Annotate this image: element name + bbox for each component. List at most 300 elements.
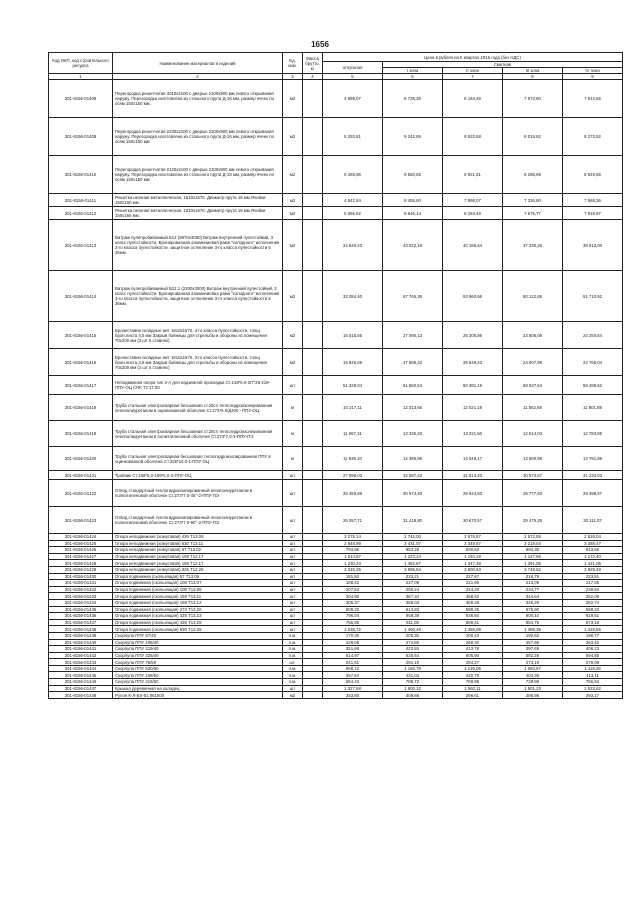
row-price-release: 357,64 bbox=[323, 672, 383, 679]
row-price-zone3: 213,05 bbox=[503, 580, 563, 587]
row-unit: п.м. bbox=[283, 639, 303, 646]
row-code: 301-8156-01414 bbox=[49, 271, 113, 322]
row-mass bbox=[303, 646, 323, 653]
row-mass bbox=[303, 659, 323, 666]
row-price-zone4: 352,08 bbox=[563, 593, 623, 600]
column-number: 1 bbox=[49, 74, 113, 80]
row-price-zone4: 873,18 bbox=[563, 619, 623, 626]
row-price-zone3: 854,75 bbox=[503, 619, 563, 626]
row-name: Решетка оконная металлическая, 1810х1670. Диаметр прута 16 мм.Ячейки 150х150 мм. bbox=[113, 207, 283, 220]
header-mass: Масса брутто, кг bbox=[303, 53, 323, 74]
table-row bbox=[49, 586, 623, 593]
table-row bbox=[49, 376, 623, 395]
row-price-zone3: 30 573,57 bbox=[503, 471, 563, 480]
row-price-zone1: 13 335,32 bbox=[383, 421, 443, 447]
row-code: 301-8156-01409 bbox=[49, 118, 113, 156]
row-price-zone3: 404,39 bbox=[503, 672, 563, 679]
row-unit: м2 bbox=[283, 322, 303, 349]
row-price-zone1: 9 242,65 bbox=[383, 118, 443, 156]
row-price-zone2: 1 447,48 bbox=[443, 560, 503, 567]
row-unit: п.м. bbox=[283, 632, 303, 639]
table-row bbox=[49, 507, 623, 534]
row-mass bbox=[303, 672, 323, 679]
row-unit: м bbox=[283, 395, 303, 421]
row-unit: шт bbox=[283, 580, 303, 587]
row-mass bbox=[303, 349, 323, 376]
row-price-zone2: 298,61 bbox=[443, 692, 503, 699]
row-price-zone4: 38 513,00 bbox=[563, 220, 623, 271]
row-price-release: 2 275,14 bbox=[323, 534, 383, 541]
row-price-release: 4 842,84 bbox=[323, 194, 383, 207]
row-code: 301-8156-01408 bbox=[49, 80, 113, 118]
row-price-zone2: 930,62 bbox=[443, 547, 503, 554]
row-price-zone4: 24 250,64 bbox=[563, 322, 623, 349]
row-unit: шт bbox=[283, 553, 303, 560]
row-unit: м2 bbox=[283, 692, 303, 699]
row-name: Неподвижная опора тип 3-А для надземной прокладки Ст.219*6.0-3/7"25-219-ППУ-ОЦ СПК ТУ.17.00 bbox=[113, 376, 283, 395]
row-price-zone1: 205,30 bbox=[383, 632, 443, 639]
row-code: 301-8156-01441 bbox=[49, 646, 113, 653]
row-code: 301-8156-01434 bbox=[49, 599, 113, 606]
row-price-zone1: 3 431,07 bbox=[383, 540, 443, 547]
row-code: 301-8156-01447 bbox=[49, 685, 113, 692]
row-price-zone4: 588,32 bbox=[563, 606, 623, 613]
row-price-zone3: 23 506,06 bbox=[503, 322, 563, 349]
row-price-zone4: 11 801,88 bbox=[563, 395, 623, 421]
row-mass bbox=[303, 573, 323, 580]
row-mass bbox=[303, 613, 323, 620]
row-price-release: 351,68 bbox=[323, 646, 383, 653]
row-price-zone1: 12 313,66 bbox=[383, 395, 443, 421]
row-mass bbox=[303, 220, 323, 271]
row-price-zone3: 2 572,55 bbox=[503, 534, 563, 541]
row-mass bbox=[303, 447, 323, 471]
header-estimate: Сметная bbox=[383, 62, 623, 68]
row-unit: шт bbox=[283, 507, 303, 534]
row-price-release: 51 328,04 bbox=[323, 376, 383, 395]
table-row bbox=[49, 659, 623, 666]
row-price-zone3: 286,98 bbox=[503, 692, 563, 699]
row-code: 301-8156-01412 bbox=[49, 207, 113, 220]
row-price-release: 1 014,87 bbox=[323, 553, 383, 560]
row-mass bbox=[303, 679, 323, 686]
table-row bbox=[49, 685, 623, 692]
row-code: 301-8156-01448 bbox=[49, 692, 113, 699]
row-name: Труба стальная электросварная бесшовная теплогидроизолированная ППУ в оцинкованной оболочке Ст.325*10.0-1-ППУ-ОЦ bbox=[113, 447, 283, 471]
row-price-release: 27 098,03 bbox=[323, 471, 383, 480]
row-price-zone3: 37 330,25 bbox=[503, 220, 563, 271]
row-mass bbox=[303, 395, 323, 421]
row-price-zone4: 594,85 bbox=[563, 652, 623, 659]
row-code: 301-8156-01440 bbox=[49, 639, 113, 646]
row-price-zone2: 60 391,19 bbox=[443, 376, 503, 395]
row-unit: м2 bbox=[283, 80, 303, 118]
row-name: Скорлупа ППУ 325/40 bbox=[113, 652, 283, 659]
row-price-release: 304,80 bbox=[323, 593, 383, 600]
row-price-release: 11 939,10 bbox=[323, 447, 383, 471]
row-price-zone1: 57 765,36 bbox=[383, 271, 443, 322]
row-price-zone2: 359,28 bbox=[443, 599, 503, 606]
row-name: Перегородка решетчатая 3010х2100 с дверью 2100х900 мм левого открывания наружу. Перегородка изготовлена из стального прута Д-16 мм, размер ячеек по осям 150х150 мм. bbox=[113, 80, 283, 118]
row-mass bbox=[303, 156, 323, 194]
table-row bbox=[49, 447, 623, 471]
row-unit: шт bbox=[283, 376, 303, 395]
row-mass bbox=[303, 480, 323, 507]
row-price-zone4: 3 288,47 bbox=[563, 540, 623, 547]
table-row bbox=[49, 599, 623, 606]
row-price-zone2: 599,25 bbox=[443, 606, 503, 613]
row-code: 301-8156-01427 bbox=[49, 553, 113, 560]
row-code: 301-8156-01423 bbox=[49, 507, 113, 534]
row-mass bbox=[303, 553, 323, 560]
row-price-zone4: 1 428,55 bbox=[563, 626, 623, 633]
row-price-zone1: 32 587,43 bbox=[383, 471, 443, 480]
row-unit: м2 bbox=[283, 156, 303, 194]
row-mass bbox=[303, 534, 323, 541]
row-price-zone4: 59 289,52 bbox=[563, 376, 623, 395]
row-price-zone4: 7 918,97 bbox=[563, 207, 623, 220]
row-name: Опора подвижная (скользящая) 159 Т13.11 bbox=[113, 593, 283, 600]
row-price-zone2: 3 349,57 bbox=[443, 540, 503, 547]
row-price-zone1: 1 482,67 bbox=[383, 560, 443, 567]
row-unit: п.м. bbox=[283, 646, 303, 653]
row-name: Опора подвижная (скользящая) 159 Т13.12 bbox=[113, 599, 283, 606]
row-price-zone1: 8 846,14 bbox=[383, 207, 443, 220]
row-unit: п.м. bbox=[283, 679, 303, 686]
row-price-zone3: 582,29 bbox=[503, 652, 563, 659]
row-unit: шт bbox=[283, 573, 303, 580]
row-name: Скорлупа ППУ 108/50 bbox=[113, 672, 283, 679]
table-row bbox=[49, 80, 623, 118]
row-name: Скорлупа ППУ 530/50 bbox=[113, 665, 283, 672]
row-name: Опора подвижная (скользящая) 530 Т13.35 bbox=[113, 626, 283, 633]
row-price-zone1: 30 673,40 bbox=[383, 480, 443, 507]
row-price-zone3: 1 147,65 bbox=[503, 553, 563, 560]
header-zone2: II зона bbox=[443, 68, 503, 74]
header-zone1: I зона bbox=[383, 68, 443, 74]
row-price-release: 5 469,96 bbox=[323, 156, 383, 194]
row-code: 301-8156-01429 bbox=[49, 566, 113, 573]
row-price-zone3: 257,86 bbox=[503, 639, 563, 646]
row-price-zone4: 7 569,36 bbox=[563, 194, 623, 207]
row-price-zone4: 8 549,55 bbox=[563, 156, 623, 194]
row-price-zone4: 239,84 bbox=[563, 586, 623, 593]
table-row bbox=[49, 395, 623, 421]
row-name: Рулон К-Л-ЕХ-51 061000 bbox=[113, 692, 283, 699]
row-price-zone1: 1 223,24 bbox=[383, 553, 443, 560]
row-price-zone4: 1 533,62 bbox=[563, 685, 623, 692]
row-price-zone4: 352,74 bbox=[563, 599, 623, 606]
row-mass bbox=[303, 376, 323, 395]
table-row bbox=[49, 566, 623, 573]
row-unit: м bbox=[283, 447, 303, 471]
row-price-zone2: 12 021,18 bbox=[443, 395, 503, 421]
row-code: 301-8156-01418 bbox=[49, 395, 113, 421]
row-name: Скорлупа ППУ 108/40 bbox=[113, 639, 283, 646]
row-unit: шт bbox=[283, 480, 303, 507]
row-unit: шт bbox=[283, 599, 303, 606]
row-unit: п.м. bbox=[283, 665, 303, 672]
row-unit: м2 bbox=[283, 207, 303, 220]
row-price-zone1: 274,85 bbox=[383, 639, 443, 646]
row-unit: п.м. bbox=[283, 672, 303, 679]
row-price-zone2: 31 813,40 bbox=[443, 471, 503, 480]
row-name: Бронеставни складные мет 1810х1670. 3-го класса пулестойкости, толщ брон.листа 4,5 мм Закрыв бойницы для стрельбы и обороны из помещения 70х200 мм (2 шт в ставнях) bbox=[113, 322, 283, 349]
row-code: 301-8156-01444 bbox=[49, 665, 113, 672]
row-price-zone4: 913,65 bbox=[563, 547, 623, 554]
row-name: Опора неподвижная (хомутовая) 159 Т12.17 bbox=[113, 560, 283, 567]
row-unit: шт bbox=[283, 586, 303, 593]
row-price-zone2: 14 048,17 bbox=[443, 447, 503, 471]
column-number: 5 bbox=[323, 74, 383, 80]
row-mass bbox=[303, 586, 323, 593]
header-name: Наименование материалов и изделий bbox=[113, 53, 283, 74]
column-number: 6 bbox=[383, 74, 443, 80]
row-unit: м2 bbox=[283, 220, 303, 271]
row-price-zone2: 29 944,83 bbox=[443, 480, 503, 507]
row-name: Перегородка решетчатая 2120х2100 с дверью 2100х900 мм левого открывания наружу. Перегородка изготовлена из стального прута Д-16 мм, размер ячеек по осям 150х150 мм bbox=[113, 156, 283, 194]
row-unit: шт bbox=[283, 540, 303, 547]
row-code: 301-8156-01443 bbox=[49, 659, 113, 666]
row-name: Опора подвижная (скользящая) 426 Т13.29 bbox=[113, 619, 283, 626]
row-price-zone3: 739,98 bbox=[503, 679, 563, 686]
row-price-release: 5 293,61 bbox=[323, 118, 383, 156]
row-code: 301-8156-01419 bbox=[49, 421, 113, 447]
table-row bbox=[49, 118, 623, 156]
row-mass bbox=[303, 547, 323, 554]
row-mass bbox=[303, 692, 323, 699]
column-number: 4 bbox=[303, 74, 323, 80]
row-price-release: 4 999,07 bbox=[323, 80, 383, 118]
row-name: Опора неподвижная (хомутовая) 159 Т12.17 bbox=[113, 553, 283, 560]
row-name: Опора неподвижная (хомутовая) 426 Т13.09 bbox=[113, 534, 283, 541]
row-price-zone3: 1 094,67 bbox=[503, 665, 563, 672]
row-code: 301-8156-01446 bbox=[49, 679, 113, 686]
row-price-zone4: 31 233,03 bbox=[563, 471, 623, 480]
row-price-release: 654,43 bbox=[323, 679, 383, 686]
row-price-zone1: 9 550,55 bbox=[383, 156, 443, 194]
row-price-release: 968,12 bbox=[323, 665, 383, 672]
row-unit: шт bbox=[283, 613, 303, 620]
row-unit: шт bbox=[283, 560, 303, 567]
row-name: Витраж пулепробиваемый Б12.1 (2300х3000) Витраж внутренний пулестойкий, 3 класс пулестойкости. Бронированная алюминиевая рама "холодного" исполнения 3-го класса пулестойкости, защитное остекление 3-го класса пулестойкости в 36мм. bbox=[113, 271, 283, 322]
row-price-zone4: 13 791,86 bbox=[563, 447, 623, 471]
row-unit: шт bbox=[283, 593, 303, 600]
row-price-zone2: 53 960,66 bbox=[443, 271, 503, 322]
table-row bbox=[49, 593, 623, 600]
row-price-release: 10 217,11 bbox=[323, 395, 383, 421]
row-code: 301-8156-01416 bbox=[49, 349, 113, 376]
table-row bbox=[49, 156, 623, 194]
row-mass bbox=[303, 540, 323, 547]
row-price-zone1: 953,28 bbox=[383, 547, 443, 554]
row-price-zone2: 3 900,63 bbox=[443, 566, 503, 573]
table-row bbox=[49, 322, 623, 349]
row-price-zone2: 221,69 bbox=[443, 580, 503, 587]
row-price-zone2: 7 898,07 bbox=[443, 194, 503, 207]
row-mass bbox=[303, 593, 323, 600]
row-unit: м2 bbox=[283, 118, 303, 156]
row-price-zone3: 344,64 bbox=[503, 593, 563, 600]
table-row bbox=[49, 646, 623, 653]
row-code: 301-8156-01421 bbox=[49, 471, 113, 480]
row-price-zone1: 788,72 bbox=[383, 679, 443, 686]
row-price-zone3: 3 748,62 bbox=[503, 566, 563, 573]
row-price-zone1: 250,24 bbox=[383, 586, 443, 593]
row-price-zone2: 1 562,11 bbox=[443, 685, 503, 692]
row-code: 301-8156-01424 bbox=[49, 534, 113, 541]
row-code: 301-8156-01428 bbox=[49, 560, 113, 567]
row-price-release: 1 327,68 bbox=[323, 685, 383, 692]
row-price-zone2: 936,60 bbox=[443, 613, 503, 620]
row-price-release: 170,35 bbox=[323, 632, 383, 639]
row-price-release: 228,05 bbox=[323, 639, 383, 646]
row-price-zone2: 769,98 bbox=[443, 679, 503, 686]
column-number: 7 bbox=[443, 74, 503, 80]
row-price-zone3: 345,29 bbox=[503, 599, 563, 606]
row-price-zone3: 7 573,60 bbox=[503, 80, 563, 118]
row-price-release: 207,63 bbox=[323, 586, 383, 593]
row-price-zone2: 25 849,23 bbox=[443, 349, 503, 376]
row-price-zone3: 1 398,38 bbox=[503, 626, 563, 633]
row-price-zone1: 431,03 bbox=[383, 672, 443, 679]
row-price-zone1: 368,03 bbox=[383, 599, 443, 606]
row-price-zone2: 420,79 bbox=[443, 672, 503, 679]
row-name: Отвод стандартный теплогидроизолированный пенополиуретаном в полиэтиленовой оболочке Ст.273*7.0-90°-2-ППУ-ПЭ bbox=[113, 507, 283, 534]
row-code: 301-8156-01410 bbox=[49, 156, 113, 194]
row-price-release: 26 057,71 bbox=[323, 507, 383, 534]
row-price-zone2: 13 021,50 bbox=[443, 421, 503, 447]
row-mass bbox=[303, 322, 323, 349]
row-price-zone3: 1 501,23 bbox=[503, 685, 563, 692]
row-price-zone4: 7 913,55 bbox=[563, 80, 623, 118]
table-row bbox=[49, 560, 623, 567]
row-code: 301-8156-01411 bbox=[49, 194, 113, 207]
row-code: 301-8156-01431 bbox=[49, 580, 113, 587]
table-row bbox=[49, 606, 623, 613]
header-release: отпускная bbox=[323, 62, 383, 74]
row-price-release: 253,80 bbox=[323, 692, 383, 699]
row-price-zone2: 1 194,19 bbox=[443, 553, 503, 560]
row-price-zone2: 284,27 bbox=[443, 659, 503, 666]
row-price-release: 25 450,88 bbox=[323, 480, 383, 507]
row-mass bbox=[303, 665, 323, 672]
row-code: 301-8156-01445 bbox=[49, 672, 113, 679]
table-row bbox=[49, 619, 623, 626]
row-mass bbox=[303, 652, 323, 659]
table-row bbox=[49, 639, 623, 646]
row-price-release: 2 848,99 bbox=[323, 540, 383, 547]
row-unit: м2 bbox=[283, 349, 303, 376]
row-price-release: 188,42 bbox=[323, 580, 383, 587]
row-unit: шт bbox=[283, 619, 303, 626]
row-price-zone2: 889,41 bbox=[443, 619, 503, 626]
row-price-zone3: 900,10 bbox=[503, 613, 563, 620]
row-name: Опора подвижная (скользящая) 325 Т13.23 bbox=[113, 613, 283, 620]
row-price-release: 24 640,43 bbox=[323, 220, 383, 271]
row-name: Опора неподвижная (хомутовая) 325 Т12.26 bbox=[113, 566, 283, 573]
row-price-zone2: 8 163,49 bbox=[443, 80, 503, 118]
row-price-zone1: 233,21 bbox=[383, 573, 443, 580]
table-row bbox=[49, 553, 623, 560]
header-code: Код ОКП, код строительного ресурса bbox=[49, 53, 113, 74]
table-row bbox=[49, 580, 623, 587]
row-mass bbox=[303, 560, 323, 567]
table-header bbox=[49, 53, 623, 80]
row-price-zone2: 200,43 bbox=[443, 632, 503, 639]
row-price-zone2: 25 305,86 bbox=[443, 322, 503, 349]
row-price-zone4: 755,94 bbox=[563, 679, 623, 686]
row-unit: шт bbox=[283, 534, 303, 541]
row-price-zone3: 3 219,04 bbox=[503, 540, 563, 547]
row-price-release: 793,96 bbox=[323, 547, 383, 554]
row-price-zone3: 8 286,99 bbox=[503, 156, 563, 194]
table-row bbox=[49, 207, 623, 220]
row-code: 301-8156-01439 bbox=[49, 632, 113, 639]
row-price-zone1: 43 022,19 bbox=[383, 220, 443, 271]
table-row bbox=[49, 271, 623, 322]
row-price-zone3: 273,19 bbox=[503, 659, 563, 666]
row-mass bbox=[303, 507, 323, 534]
table-row bbox=[49, 573, 623, 580]
row-name: Витраж пулепробиваемый Б12 (6970х3050) Витраж внутренний пулестойкий, 3 класс пулестойкости. Бронированная алюминиевая рама "холодного" исполнения 3-го класса пулестойкости, защитное остекление 3-го класса пулестойкости в 35мм. bbox=[113, 220, 283, 271]
row-mass bbox=[303, 599, 323, 606]
row-price-zone4: 413,11 bbox=[563, 672, 623, 679]
row-price-zone1: 911,05 bbox=[383, 619, 443, 626]
row-name: Труба стальная электросварная бесшовная ст.20сп теплогидроизолированная пенополиуретаном в полиэтиленовой оболочке Ст.273*7.0-2-ППУ-ПЭ bbox=[113, 421, 283, 447]
column-number: 9 bbox=[563, 74, 623, 80]
row-name: Опора подвижная (скользящая) 57 Т13.06 bbox=[113, 573, 283, 580]
row-price-zone1: 31 418,80 bbox=[383, 507, 443, 534]
row-unit: шт bbox=[283, 471, 303, 480]
row-unit: шт bbox=[283, 566, 303, 573]
row-name: Опора подвижная (скользящая) 273 Т13.20 bbox=[113, 606, 283, 613]
row-code: 301-8156-01420 bbox=[49, 447, 113, 471]
row-mass bbox=[303, 471, 323, 480]
table-row bbox=[49, 672, 623, 679]
row-code: 301-8156-01435 bbox=[49, 606, 113, 613]
row-price-zone2: 8 263,49 bbox=[443, 207, 503, 220]
row-price-zone3: 13 500,98 bbox=[503, 447, 563, 471]
row-unit: шт bbox=[283, 626, 303, 633]
table-body bbox=[49, 80, 623, 699]
row-price-zone1: 27 668,22 bbox=[383, 349, 443, 376]
row-price-zone4: 223,51 bbox=[563, 573, 623, 580]
row-price-zone4: 919,51 bbox=[563, 613, 623, 620]
row-price-zone3: 397,65 bbox=[503, 646, 563, 653]
row-name: Опора подвижная (скользящая) 108 Т13.07 bbox=[113, 580, 283, 587]
row-price-zone3: 894,35 bbox=[503, 547, 563, 554]
row-price-zone3: 7 675,77 bbox=[503, 207, 563, 220]
row-price-zone3: 7 336,80 bbox=[503, 194, 563, 207]
row-price-zone4: 196,77 bbox=[563, 632, 623, 639]
row-name: Скорлупа ППУ 57/40 bbox=[113, 632, 283, 639]
row-price-zone4: 406,23 bbox=[563, 646, 623, 653]
row-price-zone2: 605,90 bbox=[443, 652, 503, 659]
row-price-zone1: 61 660,54 bbox=[383, 376, 443, 395]
row-name: Скорлупа ППУ 219/50 bbox=[113, 679, 283, 686]
table-row bbox=[49, 534, 623, 541]
row-code: 301-8156-01413 bbox=[49, 220, 113, 271]
row-price-zone1: 27 090,13 bbox=[383, 322, 443, 349]
row-mass bbox=[303, 194, 323, 207]
row-price-zone4: 263,42 bbox=[563, 639, 623, 646]
row-code: 301-8156-01415 bbox=[49, 322, 113, 349]
row-unit: шт bbox=[283, 685, 303, 692]
row-name: Скорлупа ППУ 219/40 bbox=[113, 646, 283, 653]
row-code: 301-8156-01426 bbox=[49, 547, 113, 554]
row-price-zone2: 1 455,08 bbox=[443, 626, 503, 633]
